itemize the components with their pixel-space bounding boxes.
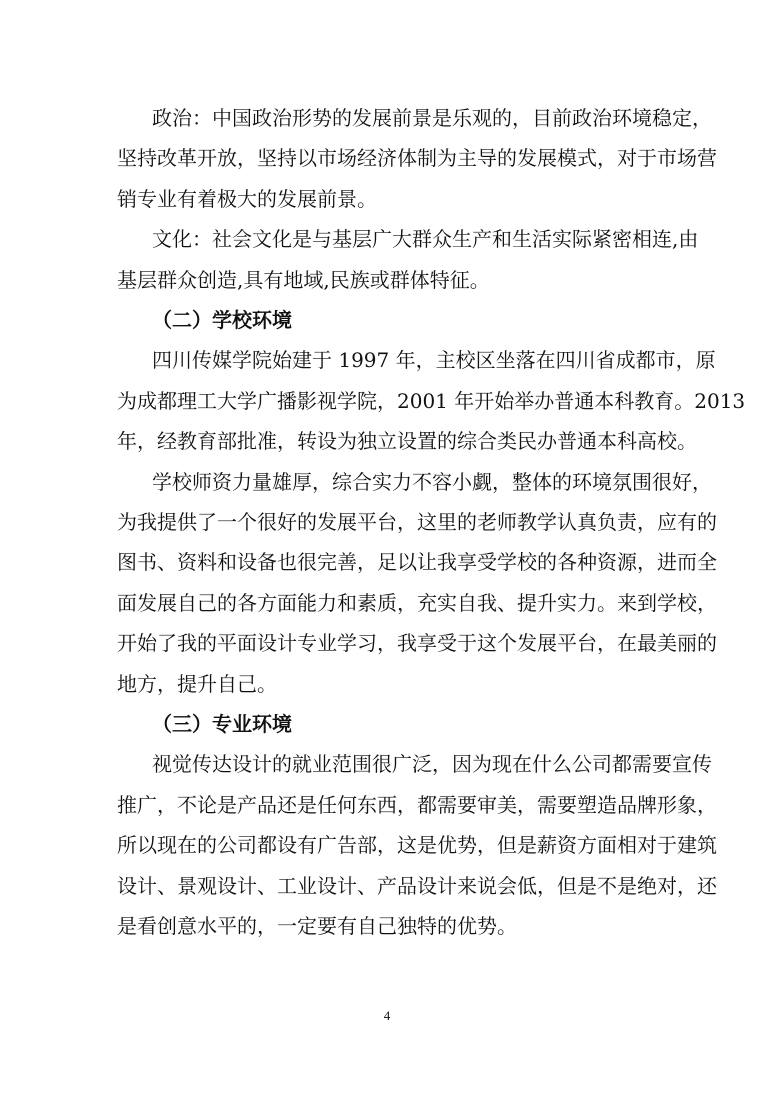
paragraph-line [117, 872, 774, 900]
text-line: 设计、景观设计、工业设计、产品设计来说会低，但是不是绝对，还 [117, 874, 717, 898]
paragraph-line [117, 912, 774, 940]
text-line: 文化：社会文化是与基层广大群众生产和生活实际紧密相连,由 [152, 227, 699, 251]
paragraph-line [152, 104, 774, 132]
text-line: 政治：中国政治形势的发展前景是乐观的，目前政治环境稳定， [152, 106, 712, 130]
paragraph-line [117, 548, 774, 576]
text-line: 销专业有着极大的发展前景。 [117, 187, 377, 211]
paragraph-line [117, 670, 774, 698]
paragraph-line [117, 831, 774, 859]
paragraph-line [152, 750, 774, 778]
text-line: 所以现在的公司都设有广告部，这是优势，但是薪资方面相对于建筑 [117, 833, 717, 857]
text-line: 坚持改革开放，坚持以市场经济体制为主导的发展模式，对于市场营 [117, 146, 717, 170]
text-line: 年，经教育部批准，转设为独立设置的综合类民办普通本科高校。 [117, 429, 697, 453]
paragraph-line [152, 346, 774, 374]
text-line: 开始了我的平面设计专业学习，我享受于这个发展平台，在最美丽的 [117, 631, 717, 655]
page-number: 4 [383, 1008, 391, 1023]
paragraph-line [117, 266, 774, 294]
text-line: 是看创意水平的，一定要有自己独特的优势。 [117, 914, 517, 938]
paragraph-line [117, 185, 774, 213]
paragraph-line [117, 387, 774, 415]
paragraph-line [117, 629, 774, 657]
section-heading [152, 710, 774, 738]
paragraph-line [117, 427, 774, 455]
section-heading-text: （二）学校环境 [152, 308, 292, 332]
text-line: 推广，不论是产品还是任何东西，都需要审美，需要塑造品牌形象， [117, 793, 717, 817]
text-line: 为成都理工大学广播影视学院，2001 年开始举办普通本科教育。2013 [117, 389, 746, 413]
text-line: 为我提供了一个很好的发展平台，这里的老师教学认真负责，应有的 [117, 510, 717, 534]
text-line: 视觉传达设计的就业范围很广泛，因为现在什么公司都需要宣传 [152, 752, 712, 776]
paragraph-line [117, 144, 774, 172]
paragraph-line [152, 225, 774, 253]
text-line: 基层群众创造,具有地域,民族或群体特征。 [117, 268, 490, 292]
text-line: 面发展自己的各方面能力和素质，充实自我、提升实力。来到学校， [117, 591, 717, 615]
text-line: 图书、资料和设备也很完善，足以让我享受学校的各种资源，进而全 [117, 550, 717, 574]
section-heading-text: （三）专业环境 [152, 712, 292, 736]
section-heading [152, 306, 774, 334]
paragraph-line [117, 791, 774, 819]
text-line: 四川传媒学院始建于 1997 年，主校区坐落在四川省成都市，原 [152, 348, 716, 372]
paragraph-line [152, 468, 774, 496]
text-line: 地方，提升自己。 [117, 672, 277, 696]
text-line: 学校师资力量雄厚，综合实力不容小觑，整体的环境氛围很好， [152, 470, 712, 494]
paragraph-line [117, 589, 774, 617]
paragraph-line [117, 508, 774, 536]
